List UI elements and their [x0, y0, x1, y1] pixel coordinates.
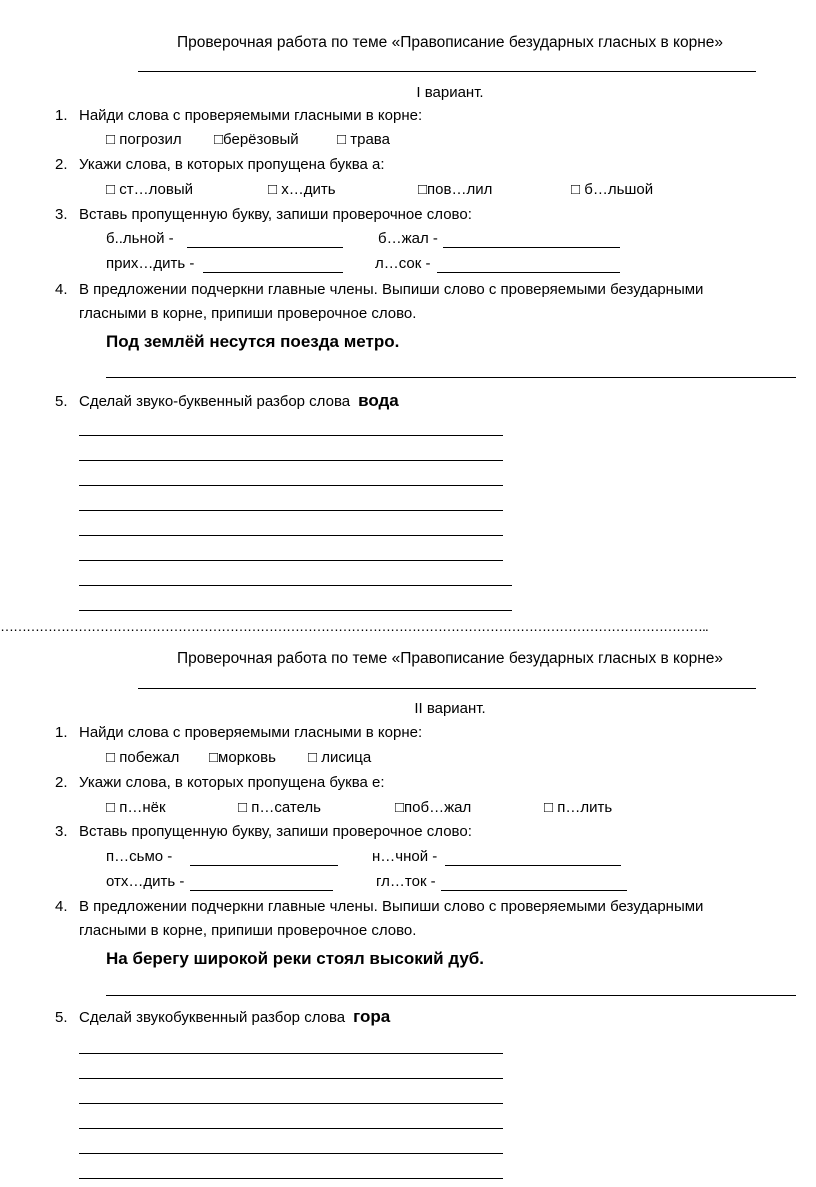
question-5-number: 5. — [55, 393, 68, 410]
question-2-text: Укажи слова, в которых пропущена буква е: — [79, 774, 385, 791]
option-checkbox[interactable]: □ п…сатель — [238, 799, 321, 816]
answer-line[interactable] — [106, 377, 796, 378]
fill-item: гл…ток - — [376, 873, 436, 890]
question-3-text: Вставь пропущенную букву, запиши проверочное слово: — [79, 206, 472, 223]
fill-item: л…сок - — [375, 255, 431, 272]
option-checkbox[interactable]: □ п…нёк — [106, 799, 166, 816]
fill-item: прих…дить - — [106, 255, 195, 272]
answer-line[interactable] — [187, 247, 343, 248]
question-1-number: 1. — [55, 107, 68, 124]
answer-line[interactable] — [79, 485, 503, 486]
option-checkbox[interactable]: □ трава — [337, 131, 390, 148]
answer-line[interactable] — [79, 610, 512, 611]
option-checkbox[interactable]: □ лисица — [308, 749, 372, 766]
option-checkbox[interactable]: □берёзовый — [214, 131, 299, 148]
question-4-text: В предложении подчеркни главные члены. Выпиши слово с проверяемыми безударными — [79, 898, 704, 915]
answer-line[interactable] — [190, 865, 338, 866]
question-4-sentence: Под землёй несутся поезда метро. — [106, 332, 400, 351]
question-2-text: Укажи слова, в которых пропущена буква а: — [79, 156, 385, 173]
answer-line[interactable] — [79, 460, 503, 461]
question-3-number: 3. — [55, 823, 68, 840]
answer-line[interactable] — [443, 247, 620, 248]
answer-line[interactable] — [203, 272, 343, 273]
fill-item: отх…дить - — [106, 873, 185, 890]
answer-line[interactable] — [79, 585, 512, 586]
analysis-word: вода — [358, 391, 399, 410]
answer-line[interactable] — [79, 1153, 503, 1154]
question-2-number: 2. — [55, 774, 68, 791]
question-3-text: Вставь пропущенную букву, запиши проверочное слово: — [79, 823, 472, 840]
question-4-number: 4. — [55, 898, 68, 915]
answer-line[interactable] — [79, 1078, 503, 1079]
answer-line[interactable] — [445, 865, 621, 866]
question-3-number: 3. — [55, 206, 68, 223]
fill-item: п…сьмо - — [106, 848, 173, 865]
question-5-text: Сделай звукобуквенный разбор слова гора — [79, 1007, 391, 1026]
question-1-text: Найди слова с проверяемыми гласными в корне: — [79, 724, 423, 741]
answer-line[interactable] — [79, 535, 503, 536]
question-5-number: 5. — [55, 1009, 68, 1026]
option-checkbox[interactable]: □ п…лить — [544, 799, 613, 816]
answer-line[interactable] — [190, 890, 333, 891]
answer-line[interactable] — [79, 1053, 503, 1054]
analysis-word: гора — [353, 1007, 391, 1026]
option-checkbox[interactable]: □пов…лил — [418, 181, 493, 198]
question-2-number: 2. — [55, 156, 68, 173]
option-checkbox[interactable]: □поб…жал — [395, 799, 472, 816]
question-4-sentence: На берегу широкой реки стоял высокий дуб. — [106, 949, 485, 968]
question-5-text: Сделай звуко-буквенный разбор слова вода — [79, 391, 399, 410]
question-1-number: 1. — [55, 724, 68, 741]
question-4-text: В предложении подчеркни главные члены. Выпиши слово с проверяемыми безударными — [79, 281, 704, 298]
option-checkbox[interactable]: □морковь — [209, 749, 276, 766]
fill-item: б..льной - — [106, 230, 174, 247]
answer-line[interactable] — [79, 1128, 503, 1129]
option-checkbox[interactable]: □ х…дить — [268, 181, 336, 198]
answer-line[interactable] — [437, 272, 620, 273]
answer-line[interactable] — [79, 1103, 503, 1104]
option-checkbox[interactable]: □ побежал — [106, 749, 180, 766]
worksheet-title: Проверочная работа по теме «Правописание безударных гласных в корне» — [176, 650, 724, 667]
answer-line[interactable] — [106, 995, 796, 996]
variant-label: II вариант. — [414, 700, 486, 717]
question-1-text: Найди слова с проверяемыми гласными в корне: — [79, 107, 423, 124]
variant-label: I вариант. — [416, 84, 484, 101]
fill-item: б…жал - — [378, 230, 438, 247]
answer-line[interactable] — [79, 1178, 503, 1179]
answer-line[interactable] — [441, 890, 627, 891]
option-checkbox[interactable]: □ ст…ловый — [106, 181, 193, 198]
worksheet-title: Проверочная работа по теме «Правописание безударных гласных в корне» — [176, 34, 724, 51]
fill-item: н…чной - — [372, 848, 438, 865]
answer-line[interactable] — [79, 560, 503, 561]
title-rule — [138, 71, 756, 72]
question-4-number: 4. — [55, 281, 68, 298]
question-4-text-cont: гласными в корне, припиши проверочное слово. — [79, 305, 417, 322]
question-4-text-cont: гласными в корне, припиши проверочное слово. — [79, 922, 417, 939]
answer-line[interactable] — [79, 435, 503, 436]
answer-line[interactable] — [79, 510, 503, 511]
title-rule — [138, 688, 756, 689]
cut-separator: ……………………………………………………………………………………………………………………………………………….. — [0, 620, 708, 632]
option-checkbox[interactable]: □ б…льшой — [571, 181, 654, 198]
option-checkbox[interactable]: □ погрозил — [106, 131, 182, 148]
